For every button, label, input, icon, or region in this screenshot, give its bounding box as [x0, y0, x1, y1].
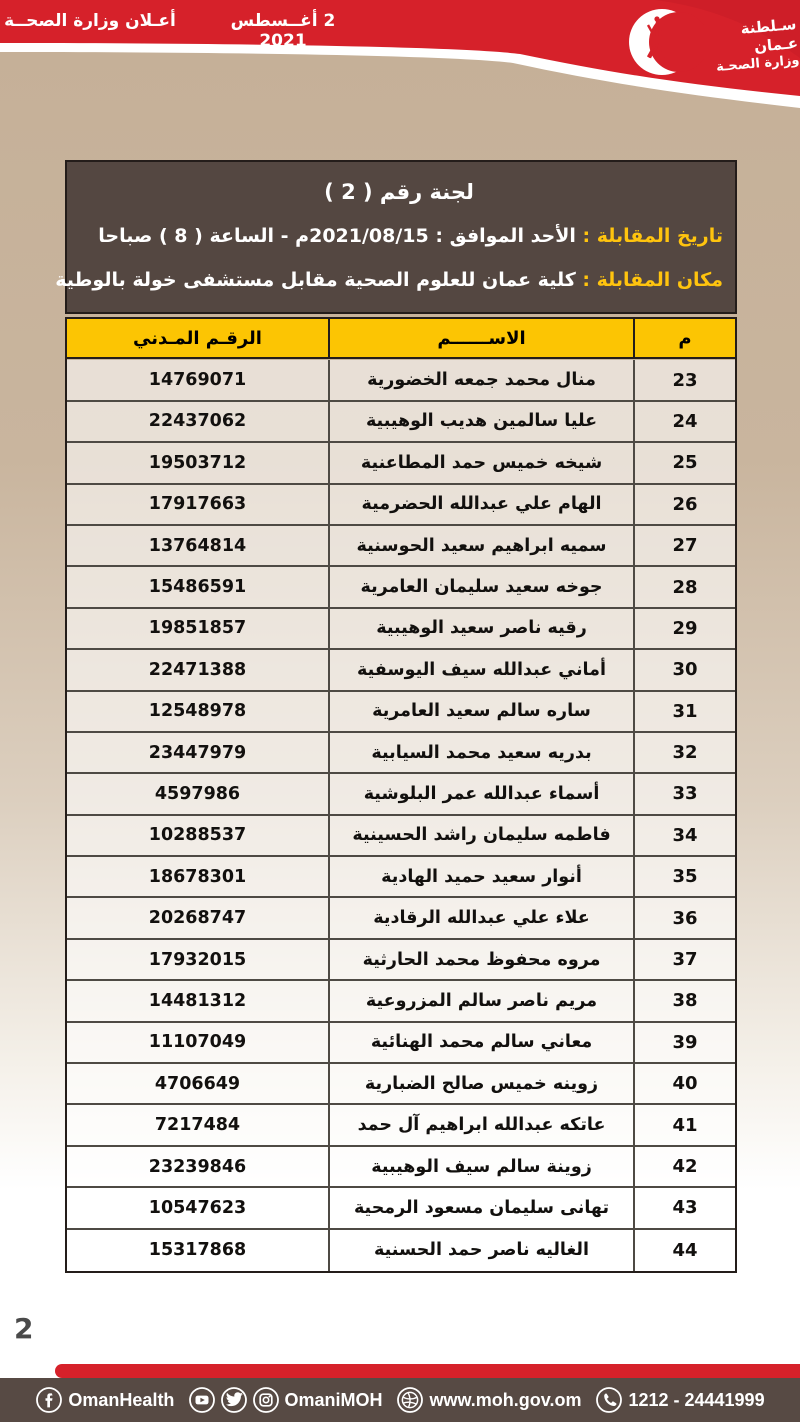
table-row-name: عاتكه عبدالله ابراهيم آل حمد [328, 1105, 635, 1146]
moh-logo [628, 3, 798, 81]
globe-icon [396, 1386, 424, 1414]
candidates-table [65, 317, 737, 1273]
table-row-serial: 33 [635, 774, 735, 815]
table-row-name: عليا سالمين هديب الوهيبية [328, 402, 635, 443]
table-row-serial: 29 [635, 609, 735, 650]
table-row-civil-id: 17932015 [67, 940, 328, 981]
footer-contact-bar [0, 1378, 800, 1422]
table-row-serial: 40 [635, 1064, 735, 1105]
social-icons-group [188, 1386, 382, 1414]
table-row-name: منال محمد جمعه الخضورية [328, 360, 635, 401]
footer-red-strip [55, 1364, 800, 1378]
table-row-name: ساره سالم سعيد العامرية [328, 692, 635, 733]
table-row-name: أماني عبدالله سيف اليوسفية [328, 650, 635, 691]
interview-location-value: كلية عمان للعلوم الصحية مقابل مستشفى خولة بالوطية [55, 269, 576, 291]
instagram-handle-text: OmaniMOH [284, 1389, 383, 1410]
table-row-serial: 44 [635, 1230, 735, 1271]
table-row-name: جوخه سعيد سليمان العامرية [328, 567, 635, 608]
phone-number-text: 1212 - 24441999 [628, 1389, 765, 1410]
table-row-civil-id: 15317868 [67, 1230, 328, 1271]
table-row-civil-id: 19503712 [67, 443, 328, 484]
column-header-name: الاســــــم [328, 319, 635, 359]
committee-number-heading: لجنة رقم ( 2 ) [324, 180, 474, 204]
table-row-civil-id: 10547623 [67, 1188, 328, 1229]
table-row-serial: 43 [635, 1188, 735, 1229]
table-row-serial: 28 [635, 567, 735, 608]
table-row-name: بدريه سعيد محمد السيابية [328, 733, 635, 774]
interview-date-value: الأحد الموافق : 2021/08/15م - الساعة ( 8 ) صباحا [98, 225, 576, 247]
table-row-civil-id: 14481312 [67, 981, 328, 1022]
logo-sultanate-text: سـلطنة عـمان [739, 15, 799, 56]
header-banner [0, 0, 800, 115]
table-row-name: زوينه خميس صالح الضبارية [328, 1064, 635, 1105]
interview-location-line [55, 258, 723, 302]
table-row-civil-id: 11107049 [67, 1023, 328, 1064]
interview-location-label: مكان المقابلة : [582, 269, 723, 291]
table-row-serial: 25 [635, 443, 735, 484]
moh-logo-calligraphy [702, 15, 800, 77]
table-row-civil-id: 18678301 [67, 857, 328, 898]
phone-group [595, 1386, 764, 1414]
ministry-announcement-title: أعـلان وزارة الصحــة [4, 11, 176, 31]
table-row-serial: 34 [635, 816, 735, 857]
footer-contact-row [35, 1386, 764, 1414]
twitter-icon [220, 1386, 248, 1414]
table-row-serial: 38 [635, 981, 735, 1022]
table-row-civil-id: 15486591 [67, 567, 328, 608]
table-row-name: أسماء عبدالله عمر البلوشية [328, 774, 635, 815]
instagram-icon [252, 1386, 280, 1414]
table-row-serial: 23 [635, 360, 735, 401]
website-url-text: www.moh.gov.om [429, 1389, 582, 1410]
website-group [396, 1386, 581, 1414]
page-number: 2 [14, 1312, 34, 1345]
table-row-civil-id: 20268747 [67, 898, 328, 939]
table-row-serial: 27 [635, 526, 735, 567]
table-row-name: معاني سالم محمد الهنائية [328, 1023, 635, 1064]
table-row-name: مريم ناصر سالم المزروعية [328, 981, 635, 1022]
table-row-civil-id: 19851857 [67, 609, 328, 650]
table-row-name: علاء علي عبدالله الرقادية [328, 898, 635, 939]
interview-info-block [55, 160, 737, 314]
oman-crescent-emblem-icon [628, 3, 704, 81]
committee-sheet [55, 160, 737, 1273]
table-row-name: سميه ابراهيم سعيد الحوسنية [328, 526, 635, 567]
table-row-civil-id: 23239846 [67, 1147, 328, 1188]
logo-ministry-text: وزارة الصحـة [715, 52, 800, 75]
table-row-serial: 31 [635, 692, 735, 733]
table-row-civil-id: 10288537 [67, 816, 328, 857]
table-row-civil-id: 17917663 [67, 485, 328, 526]
table-row-civil-id: 7217484 [67, 1105, 328, 1146]
table-row-name: فاطمه سليمان راشد الحسينية [328, 816, 635, 857]
interview-date-label: تاريخ المقابلة : [582, 225, 723, 247]
interview-date-line [75, 214, 723, 258]
table-row-civil-id: 22471388 [67, 650, 328, 691]
table-row-name: مروه محفوظ محمد الحارثية [328, 940, 635, 981]
table-row-name: الهام علي عبدالله الحضرمية [328, 485, 635, 526]
table-row-civil-id: 13764814 [67, 526, 328, 567]
table-row-serial: 41 [635, 1105, 735, 1146]
table-row-civil-id: 22437062 [67, 402, 328, 443]
table-row-serial: 24 [635, 402, 735, 443]
table-row-name: أنوار سعيد حميد الهادية [328, 857, 635, 898]
phone-icon [595, 1386, 623, 1414]
column-header-serial: م [635, 319, 735, 359]
table-row-civil-id: 14769071 [67, 360, 328, 401]
table-row-serial: 37 [635, 940, 735, 981]
facebook-icon [35, 1386, 63, 1414]
table-row-civil-id: 23447979 [67, 733, 328, 774]
table-row-serial: 35 [635, 857, 735, 898]
facebook-handle-text: OmanHealth [68, 1389, 175, 1410]
table-row-civil-id: 4597986 [67, 774, 328, 815]
facebook-handle [35, 1386, 174, 1414]
table-row-name: تهانى سليمان مسعود الرمحية [328, 1188, 635, 1229]
table-row-name: شيخه خميس حمد المطاعنية [328, 443, 635, 484]
youtube-icon [188, 1386, 216, 1414]
table-row-serial: 42 [635, 1147, 735, 1188]
table-row-serial: 26 [635, 485, 735, 526]
table-row-name: زوينة سالم سيف الوهيبية [328, 1147, 635, 1188]
table-row-civil-id: 12548978 [67, 692, 328, 733]
table-row-serial: 30 [635, 650, 735, 691]
table-row-serial: 39 [635, 1023, 735, 1064]
column-header-civil-id: الرقـم المـدني [67, 319, 328, 359]
announcement-date: 2 أغــسطس 2021 [230, 11, 336, 51]
table-row-serial: 32 [635, 733, 735, 774]
table-row-name: رقيه ناصر سعيد الوهيبية [328, 609, 635, 650]
table-row-civil-id: 4706649 [67, 1064, 328, 1105]
table-row-name: الغاليه ناصر حمد الحسنية [328, 1230, 635, 1271]
table-row-serial: 36 [635, 898, 735, 939]
